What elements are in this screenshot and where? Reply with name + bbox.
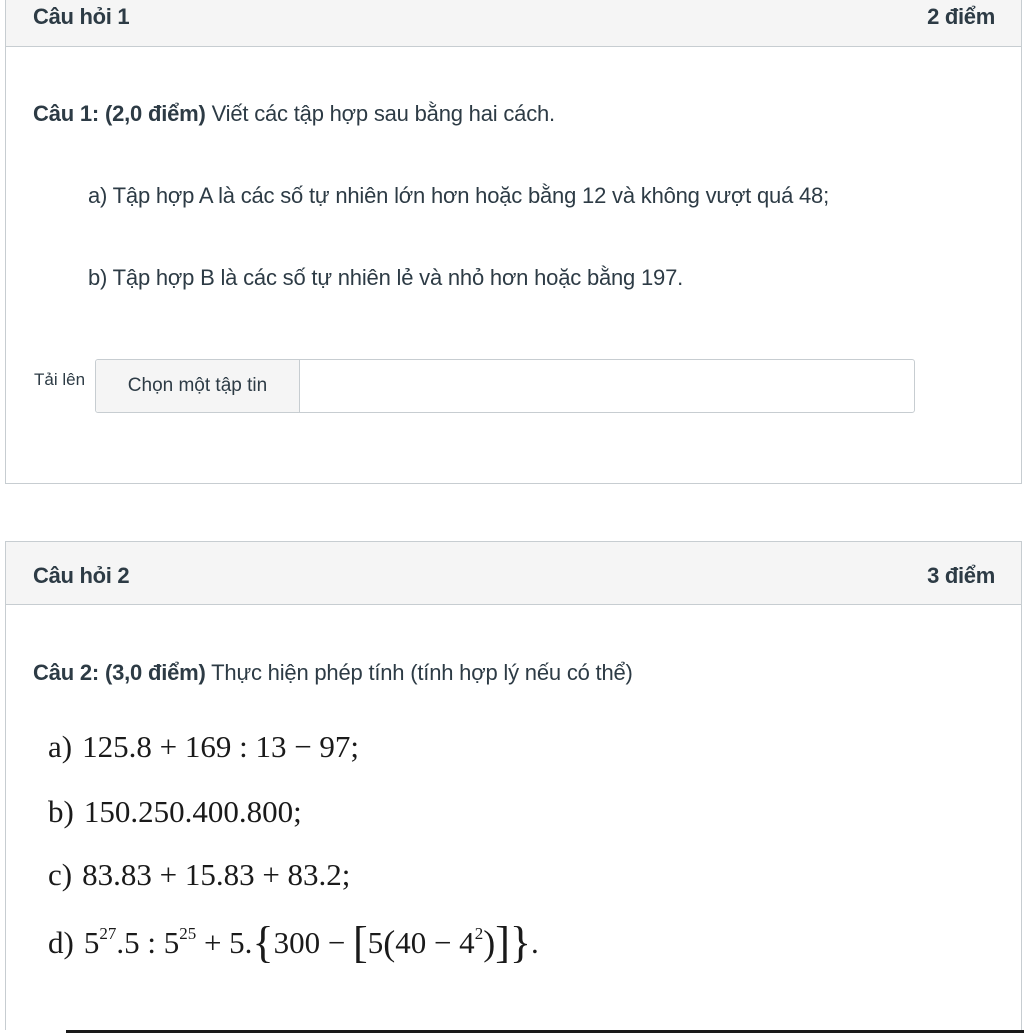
math-item-c — [48, 857, 350, 893]
question-stem-bold: Câu 2: (3,0 điểm) — [33, 660, 206, 685]
question-title: Câu hỏi 2 — [33, 563, 130, 588]
question-points: 3 điểm — [927, 563, 995, 588]
question-header — [6, 0, 1021, 47]
math-expression: 125.8 + 169 : 13 − 97; — [82, 729, 360, 764]
question-card-2 — [5, 541, 1022, 1030]
math-item-a — [48, 729, 359, 765]
question-stem-bold: Câu 1: (2,0 điểm) — [33, 101, 206, 126]
question-stem-text: Viết các tập hợp sau bằng hai cách. — [205, 101, 555, 126]
math-item-d — [48, 918, 539, 967]
upload-label: Tải lên — [34, 370, 86, 389]
math-expression: 150.250.400.800; — [83, 794, 302, 829]
math-item-label: b) — [48, 794, 74, 829]
question-points: 2 điểm — [927, 4, 995, 29]
question-part-a: a) Tập hợp A là các số tự nhiên lớn hơn hoặc bằng 12 và không vượt quá 48; — [88, 183, 829, 208]
question-stem — [33, 101, 555, 127]
question-stem-text: Thực hiện phép tính (tính hợp lý nếu có thể) — [205, 660, 633, 685]
math-item-label: a) — [48, 729, 73, 764]
math-expression: 83.83 + 15.83 + 83.2; — [82, 857, 351, 892]
question-stem — [33, 660, 633, 686]
math-item-b — [48, 794, 302, 830]
question-header — [6, 542, 1021, 605]
math-expression: $5^{27}.5$ : $5^{25} + 5.\{300 - [5(40 - 4^2)]\}$. — [83, 918, 539, 967]
choose-file-button[interactable]: Chọn một tập tin — [96, 360, 300, 412]
question-card-1 — [5, 0, 1022, 484]
file-upload-field[interactable] — [95, 359, 915, 413]
question-part-b: b) Tập hợp B là các số tự nhiên lẻ và nhỏ hơn hoặc bằng 197. — [88, 265, 684, 290]
question-title: Câu hỏi 1 — [33, 4, 130, 29]
math-item-label: c) — [48, 857, 73, 892]
math-item-label: d) — [48, 925, 74, 960]
